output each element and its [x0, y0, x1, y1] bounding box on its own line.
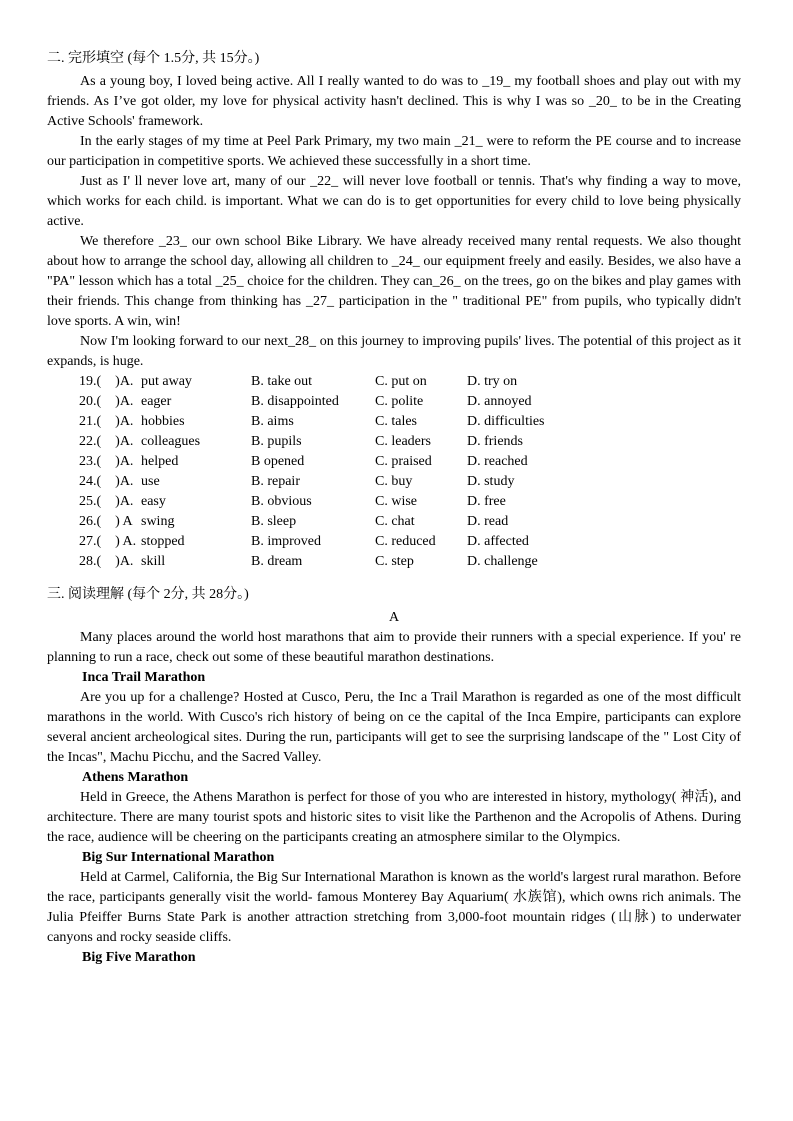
paragraph-big-sur: Held at Carmel, California, the Big Sur International Marathon is known as the world's largest rural marathon. Before the race, participants generally visit the world- famous Monterey Bay Aquarium( 水族馆), which owns rich animals. The Julia Pfeiffer Burns State Park is another attraction stretching from 3,000-foot mountain ridges (山脉) to underwater canyons and rocky seaside cliffs.: [47, 870, 741, 945]
option-b: B. improved: [251, 534, 321, 549]
option-a: eager: [141, 394, 172, 409]
option-c: C. polite: [375, 394, 424, 409]
option-c: C. buy: [375, 474, 413, 489]
question-number: 21.( )A.: [79, 414, 134, 429]
option-d: D. annoyed: [467, 394, 532, 409]
option-d: D. study: [467, 474, 515, 489]
question-number: 28.( )A.: [79, 554, 134, 569]
option-d: D. difficulties: [467, 414, 545, 429]
question-row: [47, 532, 741, 552]
question-row: [47, 512, 741, 532]
option-a: put away: [141, 374, 192, 389]
subheading-inca: Inca Trail Marathon: [82, 670, 206, 685]
option-b: B opened: [251, 454, 305, 469]
option-c: C. praised: [375, 454, 432, 469]
cloze-paragraph-2: In the early stages of my time at Peel Park Primary, my two main _21_ were to reform the PE course and to increase our participation in competitive sports. We achieved these successfully in a short time.: [47, 134, 741, 169]
option-c: C. wise: [375, 494, 417, 509]
option-b: B. obvious: [251, 494, 312, 509]
cloze-paragraph-4: We therefore _23_ our own school Bike Library. We have already received many rental requests. We also thought about how to arrange the school day, allowing all children to _24_ our equipment freely and easily. Besides, we also have a "PA" lesson which has a total _25_ choice for the children. They can_26_ on the trees, go on the bikes and play games with their friends. This change from thinking has _27_ participation in the " traditional PE" from pupils, who typically didn't love sports. A win, win!: [47, 234, 741, 329]
option-a: swing: [141, 514, 175, 529]
question-row: [47, 392, 741, 412]
option-c: C. chat: [375, 514, 415, 529]
cloze-paragraph-3: Just as I' ll never love art, many of our _22_ will never love football or tennis. That's why finding a way to move, which works for each child. is important. What we can do is to get opportunities for every child to love being physically active.: [47, 174, 741, 229]
question-number: 24.( )A.: [79, 474, 134, 489]
option-a: use: [141, 474, 160, 489]
option-d: D. try on: [467, 374, 518, 389]
question-row: [47, 452, 741, 472]
question-row: [47, 472, 741, 492]
option-d: D. free: [467, 494, 506, 509]
option-c: C. leaders: [375, 434, 431, 449]
option-b: B. take out: [251, 374, 313, 389]
option-c: C. tales: [375, 414, 417, 429]
question-number: 27.( ) A.: [79, 534, 137, 549]
question-list: [47, 372, 741, 572]
question-row: [47, 372, 741, 392]
question-row: [47, 432, 741, 452]
question-number: 25.( )A.: [79, 494, 134, 509]
option-d: D. friends: [467, 434, 523, 449]
passage-label: A: [388, 610, 400, 625]
option-c: C. reduced: [375, 534, 436, 549]
option-a: hobbies: [141, 414, 185, 429]
option-c: C. step: [375, 554, 414, 569]
subheading-big-sur: Big Sur International Marathon: [82, 850, 275, 865]
option-a: helped: [141, 454, 179, 469]
option-d: D. read: [467, 514, 509, 529]
question-row: [47, 492, 741, 512]
option-b: B. dream: [251, 554, 303, 569]
question-row: [47, 412, 741, 432]
option-b: B. sleep: [251, 514, 297, 529]
option-a: skill: [141, 554, 166, 569]
option-b: B. disappointed: [251, 394, 339, 409]
question-number: 26.( ) A: [79, 514, 133, 529]
section-3-title: 三. 阅读理解 (每个 2分, 共 28分。): [47, 587, 249, 602]
exam-page: [47, 48, 741, 968]
option-d: D. affected: [467, 534, 529, 549]
question-row: [47, 552, 741, 572]
question-number: 22.( )A.: [79, 434, 134, 449]
option-a: easy: [141, 494, 166, 509]
section-2-title: 二. 完形填空 (每个 1.5分, 共 15分。): [47, 51, 260, 66]
cloze-paragraph-5: Now I'm looking forward to our next_28_ on this journey to improving pupils' lives. The potential of this project as it expands, is huge.: [47, 334, 741, 369]
question-number: 19.( )A.: [79, 374, 134, 389]
option-b: B. aims: [251, 414, 294, 429]
option-d: D. challenge: [467, 554, 538, 569]
option-b: B. pupils: [251, 434, 302, 449]
cloze-paragraph-1: As a young boy, I loved being active. All I really wanted to do was to _19_ my football shoes and play out with my friends. As I’ve got older, my love for physical activity hasn't declined. This is why I was so _20_ to be in the Creating Active Schools' framework.: [47, 74, 741, 129]
subheading-athens: Athens Marathon: [82, 770, 189, 785]
option-a: stopped: [141, 534, 185, 549]
paragraph-athens: Held in Greece, the Athens Marathon is perfect for those of you who are interested in history, mythology( 神活), and architecture. There are many tourist spots and historic sites to visit like the Parthenon and the Acropolis of Athens. During the race, audience will be cheering on the participants creating an atmosphere similar to the Olympics.: [47, 790, 741, 845]
option-d: D. reached: [467, 454, 528, 469]
option-b: B. repair: [251, 474, 300, 489]
question-number: 20.( )A.: [79, 394, 134, 409]
subheading-big-five: Big Five Marathon: [82, 950, 196, 965]
option-a: colleagues: [141, 434, 201, 449]
question-number: 23.( )A.: [79, 454, 134, 469]
option-c: C. put on: [375, 374, 427, 389]
paragraph-inca: Are you up for a challenge? Hosted at Cusco, Peru, the Inc a Trail Marathon is regarded as one of the most difficult marathons in the world. With Cusco's rich history of being on ce the capital of the Inca Empire, participants can explore several ancient archeological sites. During the run, participants will get to see the surprising landscape of the " Lost City of the Incas", Machu Picchu, and the Sacred Valley.: [47, 690, 741, 765]
reading-intro: Many places around the world host marathons that aim to provide their runners with a special experience. If you' re planning to run a race, check out some of these beautiful marathon destinations.: [47, 630, 741, 665]
